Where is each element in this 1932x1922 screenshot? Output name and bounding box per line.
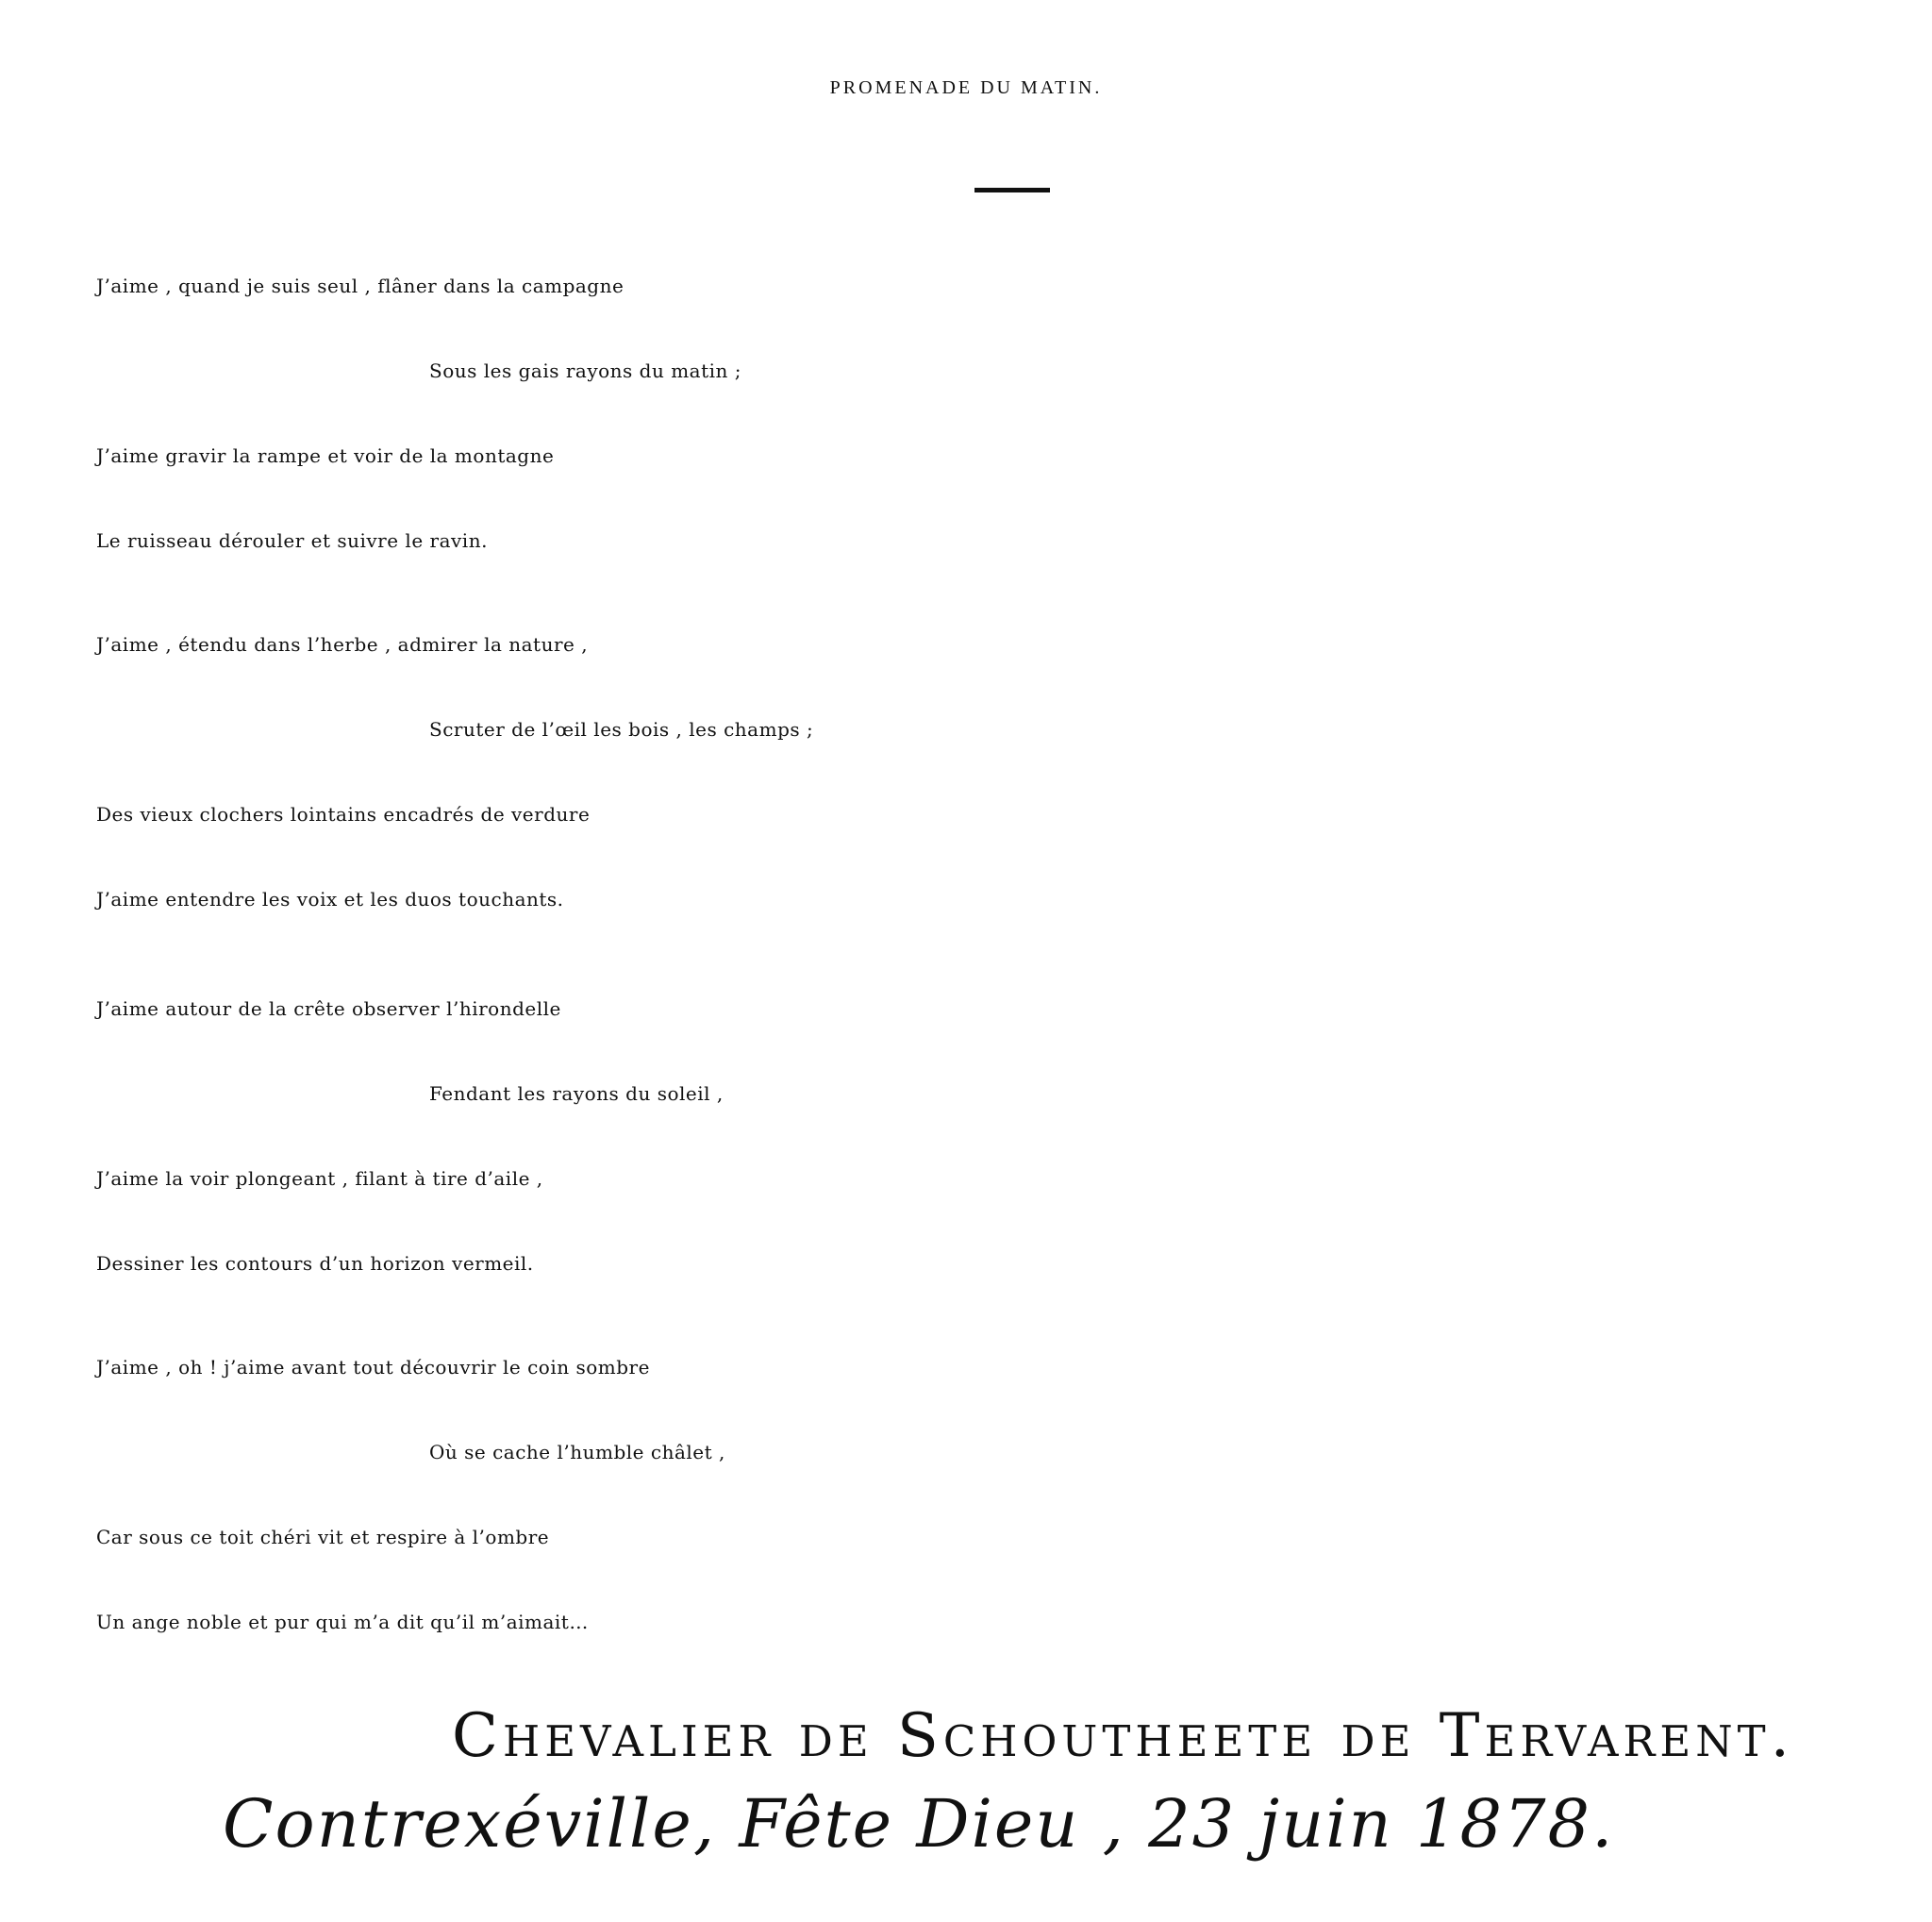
title-separator-rule — [974, 188, 1050, 192]
verse-line: Un ange noble et pur qui m’a dit qu’il m’aimait… — [96, 1611, 589, 1633]
verse-line: Fendant les rayons du soleil , — [429, 1082, 724, 1105]
verse-line: J’aime gravir la rampe et voir de la montagne — [96, 444, 555, 467]
verse-line: Car sous ce toit chéri vit et respire à l’ombre — [96, 1526, 550, 1548]
verse-line: Dessiner les contours d’un horizon vermeil. — [96, 1252, 534, 1275]
stanza-2 — [96, 602, 1926, 942]
verse-line: J’aime la voir plongeant , filant à tire d’aile , — [96, 1167, 543, 1190]
verse-line: Scruter de l’œil les bois , les champs ; — [429, 718, 814, 741]
verse-line: Où se cache l’humble châlet , — [429, 1441, 725, 1463]
stanza-4 — [96, 1325, 1926, 1664]
verse-line: Sous les gais rayons du matin ; — [429, 359, 742, 382]
verse-line: J’aime autour de la crête observer l’hirondelle — [96, 997, 561, 1020]
author-signature: Chevalier de Schoutheete de Tervarent. — [452, 1701, 1794, 1771]
poem-title: PROMENADE DU MATIN. — [829, 77, 1103, 98]
verse-line: Des vieux clochers lointains encadrés de verdure — [96, 803, 591, 826]
stanza-1 — [96, 243, 1926, 583]
place-and-date: Contrexéville, Fête Dieu , 23 juin 1878. — [223, 1785, 1615, 1863]
verse-line: J’aime , étendu dans l’herbe , admirer la nature , — [96, 633, 589, 656]
verse-line: J’aime , oh ! j’aime avant tout découvrir le coin sombre — [96, 1356, 650, 1379]
verse-line: Le ruisseau dérouler et suivre le ravin. — [96, 529, 488, 552]
verse-line: J’aime entendre les voix et les duos touchants. — [96, 888, 564, 911]
verse-line: J’aime , quand je suis seul , flâner dans la campagne — [96, 275, 625, 297]
stanza-3 — [96, 966, 1926, 1306]
